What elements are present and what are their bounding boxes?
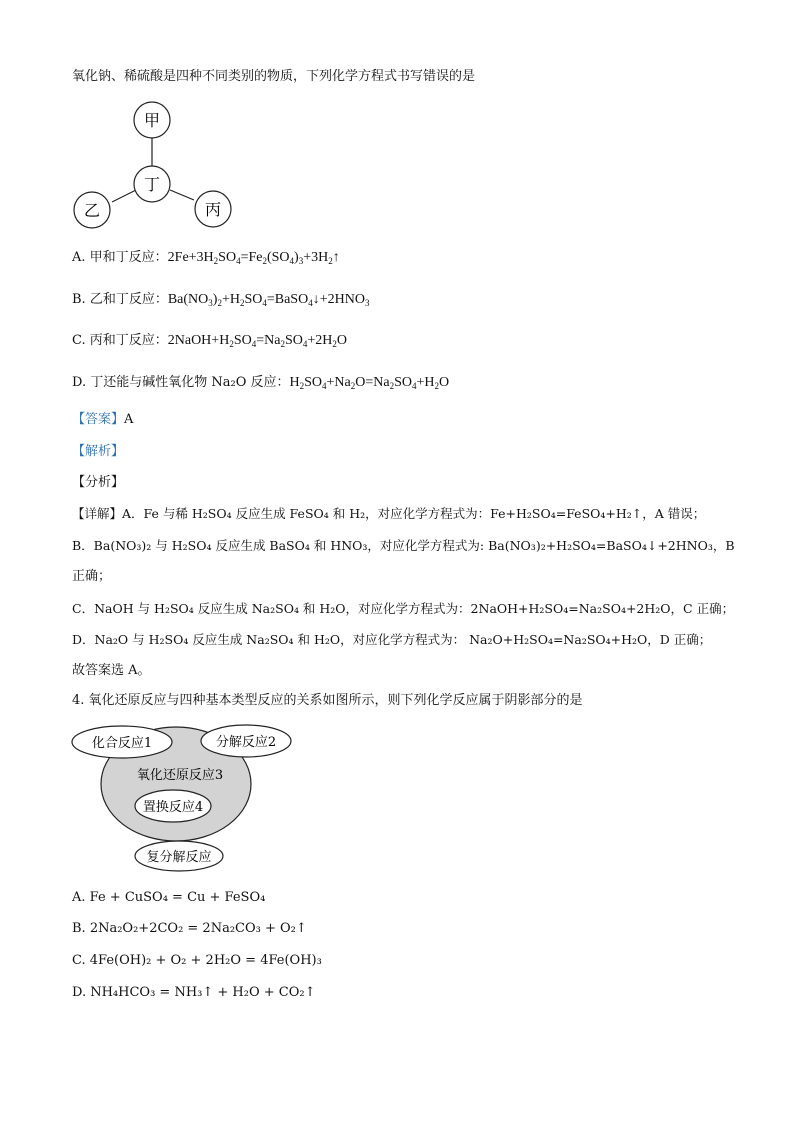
node-yi: 乙 [83, 201, 101, 220]
node-bing: 丙 [204, 200, 222, 219]
question-intro: 氧化钠、稀硫酸是四种不同类别的物质，下列化学方程式书写错误的是 [72, 69, 476, 84]
answer: 【答案】A [72, 412, 134, 427]
option-a: A. 甲和丁反应：$2Fe+3H_2SO_4=Fe_2(SO_4)_3+3H_2↑$ [72, 250, 340, 266]
question-4: 4. 氧化还原反应与四种基本类型反应的关系如图所示，则下列化学反应属于阴影部分的是 [72, 693, 583, 708]
detail-c: C．NaOH 与 H₂SO₄ 反应生成 Na₂SO₄ 和 H₂O，对应化学方程式为：2NaOH+H₂SO₄=Na₂SO₄+2H₂O，C 正确； [72, 601, 735, 616]
redox-label: 氧化还原反应3 [136, 768, 224, 783]
substance-diagram [68, 100, 248, 232]
combination-label: 化合反应1 [91, 736, 153, 751]
detail-d: D．Na₂O 与 H₂SO₄ 反应生成 Na₂SO₄ 和 H₂O，对应化学方程式为： Na₂O+H₂SO₄=Na₂SO₄+H₂O，D 正确； [72, 632, 712, 647]
option-b: B. 乙和丁反应：$Ba(NO_3)_2+H_2SO_4=BaSO_4↓+2HNO_3$ [72, 292, 370, 308]
detail-a: 【详解】A．Fe 与稀 H₂SO₄ 反应生成 FeSO₄ 和 H₂，对应化学方程式为：Fe+H₂SO₄=FeSO₄+H₂↑，A 错误； [72, 506, 706, 521]
detail-b-cont: 正确； [72, 569, 112, 584]
option-d: D. 丁还能与碱性氧化物 Na₂O 反应：$H_2SO_4+Na_2O=Na_2SO_4+H_2O$ [72, 375, 450, 391]
displacement-label: 置换反应4 [142, 800, 204, 815]
reaction-type-diagram [70, 724, 310, 874]
q4-option-c: C. 4Fe(OH)₂ + O₂ + 2H₂O = 4Fe(OH)₃ [72, 953, 322, 968]
q4-option-a: A. Fe + CuSO₄ = Cu + FeSO₄ [72, 890, 266, 905]
fenxi-label: 【分析】 [72, 475, 125, 490]
double-decomposition-label: 复分解反应 [146, 850, 212, 865]
decomposition-label: 分解反应2 [215, 735, 277, 750]
node-jia: 甲 [143, 111, 161, 130]
conclusion: 故答案选 A。 [72, 663, 151, 678]
q4-option-d: D. NH₄HCO₃ = NH₃↑ + H₂O + CO₂↑ [72, 985, 316, 1000]
detail-b: B．Ba(NO₃)₂ 与 H₂SO₄ 反应生成 BaSO₄ 和 HNO₃，对应化学方程式为: Ba(NO₃)₂+H₂SO₄=BaSO₄↓+2HNO₃，B [72, 538, 735, 553]
option-c: C. 丙和丁反应：$2NaOH+H_2SO_4=Na_2SO_4+2H_2O$ [72, 333, 347, 349]
analysis-label: 【解析】 [72, 444, 125, 459]
node-ding: 丁 [143, 175, 161, 194]
q4-option-b: B. 2Na₂O₂+2CO₂ = 2Na₂CO₃ + O₂↑ [72, 921, 307, 936]
